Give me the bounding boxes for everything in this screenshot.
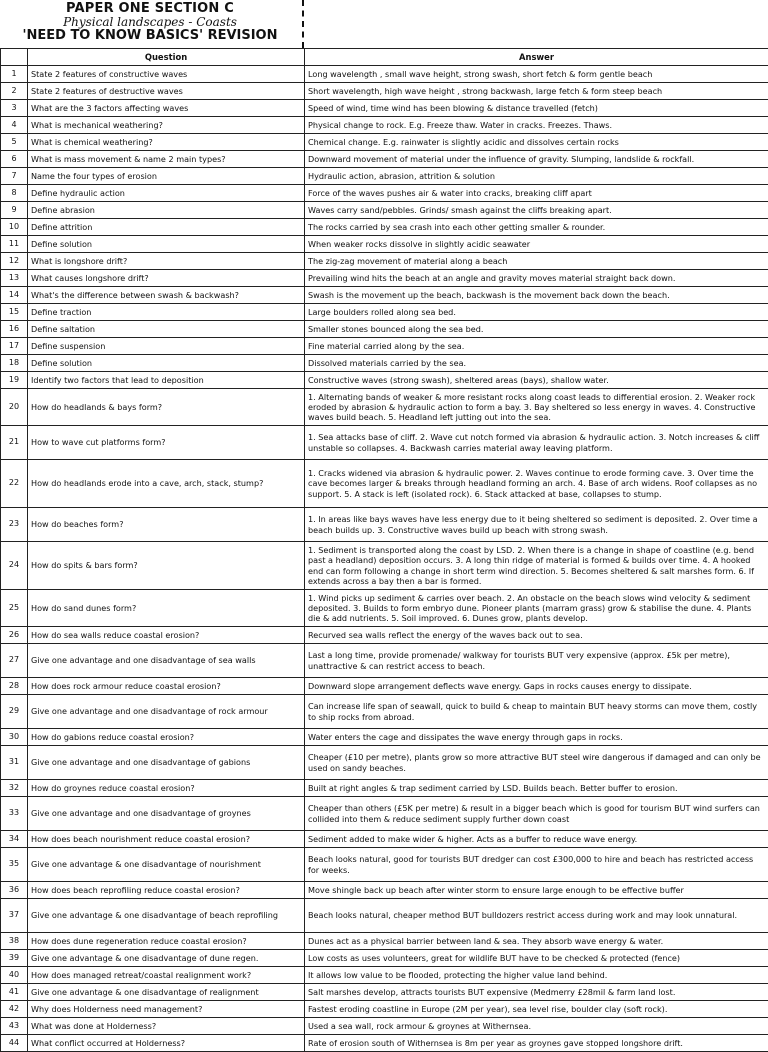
number-column-header [1, 49, 28, 66]
row-number: 15 [1, 304, 28, 321]
answer-cell: Fastest eroding coastline in Europe (2M per year), sea level rise, boulder clay (soft rock). [305, 1001, 768, 1018]
row-number: 3 [1, 100, 28, 117]
row-number: 9 [1, 202, 28, 219]
answer-cell: Force of the waves pushes air & water into cracks, breaking cliff apart [305, 185, 768, 202]
table-row [1, 678, 768, 695]
question-cell: What is mechanical weathering? [28, 117, 305, 134]
question-cell: What conflict occurred at Holderness? [28, 1035, 305, 1052]
table-row [1, 1018, 768, 1035]
answer-cell: Chemical change. E.g. rainwater is slightly acidic and dissolves certain rocks [305, 134, 768, 151]
row-number: 27 [1, 644, 28, 678]
row-number: 21 [1, 426, 28, 460]
answer-cell: Short wavelength, high wave height , strong backwash, large fetch & form steep beach [305, 83, 768, 100]
question-cell: Define attrition [28, 219, 305, 236]
row-number: 8 [1, 185, 28, 202]
table-row [1, 219, 768, 236]
answer-cell: Sediment added to make wider & higher. Acts as a buffer to reduce wave energy. [305, 831, 768, 848]
revision-heading: 'NEED TO KNOW BASICS' REVISION [0, 29, 300, 42]
table-row [1, 253, 768, 270]
table-row [1, 746, 768, 780]
question-cell: What's the difference between swash & backwash? [28, 287, 305, 304]
question-cell: Identify two factors that lead to deposition [28, 372, 305, 389]
question-cell: How do headlands erode into a cave, arch, stack, stump? [28, 460, 305, 508]
row-number: 7 [1, 168, 28, 185]
row-number: 20 [1, 389, 28, 426]
table-row [1, 695, 768, 729]
table-row [1, 372, 768, 389]
question-cell: How do gabions reduce coastal erosion? [28, 729, 305, 746]
row-number: 40 [1, 967, 28, 984]
answer-cell: When weaker rocks dissolve in slightly acidic seawater [305, 236, 768, 253]
table-row [1, 882, 768, 899]
question-cell: Define solution [28, 355, 305, 372]
answer-cell: Dunes act as a physical barrier between land & sea. They absorb wave energy & water. [305, 933, 768, 950]
answer-column-header: Answer [305, 49, 768, 66]
question-cell: Define solution [28, 236, 305, 253]
page-title: PAPER ONE SECTION C [0, 2, 300, 15]
question-cell: How to wave cut platforms form? [28, 426, 305, 460]
question-cell: How do sea walls reduce coastal erosion? [28, 627, 305, 644]
answer-cell: Swash is the movement up the beach, backwash is the movement back down the beach. [305, 287, 768, 304]
answer-cell: 1. Cracks widened via abrasion & hydraulic power. 2. Waves continue to erode forming cave. 3. Over time the cave becomes larger & breaks through headland forming an arch. 4. Base of arch widens. Roof collapses as no support. 5. A stack is left (isolated rock). 6. Stack attacked at base, collapses to stump. [305, 460, 768, 508]
table-row [1, 984, 768, 1001]
answer-cell: Cheaper (£10 per metre), plants grow so more attractive BUT steel wire dangerous if damaged and can only be used on sandy beaches. [305, 746, 768, 780]
table-header-row [1, 49, 768, 66]
table-row [1, 134, 768, 151]
answer-cell: Fine material carried along by the sea. [305, 338, 768, 355]
question-cell: How do groynes reduce coastal erosion? [28, 780, 305, 797]
row-number: 32 [1, 780, 28, 797]
table-row [1, 899, 768, 933]
answer-cell: 1. Sediment is transported along the coast by LSD. 2. When there is a change in shape of coastline (e.g. bend past a headland) deposition occurs. 3. A long thin ridge of material is formed & builds over time. 4. A hooked end can form following a change in short term wind direction. 5. Becomes sheltered & salt marshes form. 6. If extends across a bay then a bar is formed. [305, 542, 768, 590]
answer-cell: Recurved sea walls reflect the energy of the waves back out to sea. [305, 627, 768, 644]
question-cell: What are the 3 factors affecting waves [28, 100, 305, 117]
title-block [0, 2, 300, 42]
table-row [1, 590, 768, 627]
question-cell: What is chemical weathering? [28, 134, 305, 151]
question-cell: How does managed retreat/coastal realignment work? [28, 967, 305, 984]
row-number: 41 [1, 984, 28, 1001]
question-cell: How does beach nourishment reduce coastal erosion? [28, 831, 305, 848]
answer-cell: 1. Alternating bands of weaker & more resistant rocks along coast leads to differential erosion. 2. Weaker rock eroded by abrasion & hydraulic action to form a bay. 3. Bay sheltered so less energy in waves. 4. Constructive waves build beach. 5. Headland left jutting out into the sea. [305, 389, 768, 426]
question-cell: How do spits & bars form? [28, 542, 305, 590]
answer-cell: Move shingle back up beach after winter storm to ensure large enough to be effective buffer [305, 882, 768, 899]
table-row [1, 185, 768, 202]
answer-cell: Low costs as uses volunteers, great for wildlife BUT have to be checked & protected (fence) [305, 950, 768, 967]
question-cell: State 2 features of destructive waves [28, 83, 305, 100]
table-row [1, 151, 768, 168]
table-row [1, 83, 768, 100]
question-cell: Define saltation [28, 321, 305, 338]
revision-table [0, 48, 768, 1052]
question-cell: Give one advantage and one disadvantage of rock armour [28, 695, 305, 729]
question-cell: Define abrasion [28, 202, 305, 219]
answer-cell: Downward slope arrangement deflects wave energy. Gaps in rocks causes energy to dissipate. [305, 678, 768, 695]
table-row [1, 967, 768, 984]
table-row [1, 389, 768, 426]
row-number: 13 [1, 270, 28, 287]
table-row [1, 729, 768, 746]
answer-cell: Smaller stones bounced along the sea bed. [305, 321, 768, 338]
answer-cell: 1. Sea attacks base of cliff. 2. Wave cut notch formed via abrasion & hydraulic action. 3. Notch increases & cliff unstable so collapses. 4. Backwash carries material away leaving platform. [305, 426, 768, 460]
row-number: 4 [1, 117, 28, 134]
answer-cell: Large boulders rolled along sea bed. [305, 304, 768, 321]
row-number: 16 [1, 321, 28, 338]
question-cell: How does dune regeneration reduce coastal erosion? [28, 933, 305, 950]
table-row [1, 66, 768, 83]
row-number: 6 [1, 151, 28, 168]
answer-cell: Dissolved materials carried by the sea. [305, 355, 768, 372]
question-cell: What is mass movement & name 2 main types? [28, 151, 305, 168]
table-row [1, 797, 768, 831]
table-row [1, 644, 768, 678]
row-number: 22 [1, 460, 28, 508]
question-cell: How does beach reprofiling reduce coastal erosion? [28, 882, 305, 899]
row-number: 18 [1, 355, 28, 372]
table-row [1, 542, 768, 590]
question-cell: Give one advantage and one disadvantage of groynes [28, 797, 305, 831]
row-number: 2 [1, 83, 28, 100]
answer-cell: The zig-zag movement of material along a beach [305, 253, 768, 270]
question-cell: Define hydraulic action [28, 185, 305, 202]
question-cell: Give one advantage & one disadvantage of realignment [28, 984, 305, 1001]
row-number: 31 [1, 746, 28, 780]
row-number: 28 [1, 678, 28, 695]
table-row [1, 426, 768, 460]
answer-cell: Last a long time, provide promenade/ walkway for tourists BUT very expensive (approx. £5k per metre), unattractive & can restrict access to beach. [305, 644, 768, 678]
row-number: 26 [1, 627, 28, 644]
question-cell: How do headlands & bays form? [28, 389, 305, 426]
answer-cell: Salt marshes develop, attracts tourists BUT expensive (Medmerry £28mil & farm land lost. [305, 984, 768, 1001]
table-row [1, 933, 768, 950]
question-cell: What is longshore drift? [28, 253, 305, 270]
row-number: 17 [1, 338, 28, 355]
table-row [1, 236, 768, 253]
row-number: 34 [1, 831, 28, 848]
question-cell: How do beaches form? [28, 508, 305, 542]
table-row [1, 270, 768, 287]
question-column-header: Question [28, 49, 305, 66]
row-number: 43 [1, 1018, 28, 1035]
page-header [0, 0, 768, 48]
table-row [1, 338, 768, 355]
question-cell: Give one advantage and one disadvantage of gabions [28, 746, 305, 780]
answer-cell: 1. In areas like bays waves have less energy due to it being sheltered so sediment is deposited. 2. Over time a beach builds up. 3. Constructive waves build up beach with strong swash. [305, 508, 768, 542]
answer-cell: Waves carry sand/pebbles. Grinds/ smash against the cliffs breaking apart. [305, 202, 768, 219]
question-cell: Define suspension [28, 338, 305, 355]
row-number: 42 [1, 1001, 28, 1018]
table-row [1, 100, 768, 117]
row-number: 12 [1, 253, 28, 270]
question-cell: Give one advantage & one disadvantage of nourishment [28, 848, 305, 882]
dashed-divider [302, 0, 304, 48]
answer-cell: Beach looks natural, good for tourists BUT dredger can cost £300,000 to hire and beach has restricted access for weeks. [305, 848, 768, 882]
row-number: 23 [1, 508, 28, 542]
question-cell: How do sand dunes form? [28, 590, 305, 627]
table-row [1, 1035, 768, 1052]
answer-cell: The rocks carried by sea crash into each other getting smaller & rounder. [305, 219, 768, 236]
row-number: 30 [1, 729, 28, 746]
table-row [1, 950, 768, 967]
row-number: 11 [1, 236, 28, 253]
page-subtitle: Physical landscapes - Coasts [0, 16, 300, 28]
table-row [1, 627, 768, 644]
question-cell: Give one advantage & one disadvantage of beach reprofiling [28, 899, 305, 933]
table-row [1, 304, 768, 321]
question-cell: How does rock armour reduce coastal erosion? [28, 678, 305, 695]
row-number: 37 [1, 899, 28, 933]
answer-cell: Constructive waves (strong swash), sheltered areas (bays), shallow water. [305, 372, 768, 389]
answer-cell: Cheaper than others (£5K per metre) & result in a bigger beach which is good for tourism BUT wind surfers can collided into them & reduce sediment supply further down coast [305, 797, 768, 831]
row-number: 44 [1, 1035, 28, 1052]
answer-cell: Long wavelength , small wave height, strong swash, short fetch & form gentle beach [305, 66, 768, 83]
row-number: 36 [1, 882, 28, 899]
answer-cell: It allows low value to be flooded, protecting the higher value land behind. [305, 967, 768, 984]
question-cell: State 2 features of constructive waves [28, 66, 305, 83]
answer-cell: Prevailing wind hits the beach at an angle and gravity moves material straight back down. [305, 270, 768, 287]
row-number: 19 [1, 372, 28, 389]
row-number: 14 [1, 287, 28, 304]
answer-cell: Water enters the cage and dissipates the wave energy through gaps in rocks. [305, 729, 768, 746]
question-cell: Why does Holderness need management? [28, 1001, 305, 1018]
table-row [1, 168, 768, 185]
row-number: 35 [1, 848, 28, 882]
question-cell: What causes longshore drift? [28, 270, 305, 287]
answer-cell: Hydraulic action, abrasion, attrition & solution [305, 168, 768, 185]
answer-cell: Beach looks natural, cheaper method BUT bulldozers restrict access during work and may look unnatural. [305, 899, 768, 933]
table-row [1, 202, 768, 219]
row-number: 1 [1, 66, 28, 83]
row-number: 10 [1, 219, 28, 236]
table-row [1, 508, 768, 542]
row-number: 33 [1, 797, 28, 831]
answer-cell: Speed of wind, time wind has been blowing & distance travelled (fetch) [305, 100, 768, 117]
answer-cell: Used a sea wall, rock armour & groynes at Withernsea. [305, 1018, 768, 1035]
table-row [1, 460, 768, 508]
table-row [1, 1001, 768, 1018]
row-number: 5 [1, 134, 28, 151]
row-number: 38 [1, 933, 28, 950]
row-number: 25 [1, 590, 28, 627]
table-row [1, 848, 768, 882]
question-cell: Name the four types of erosion [28, 168, 305, 185]
answer-cell: 1. Wind picks up sediment & carries over beach. 2. An obstacle on the beach slows wind velocity & sediment deposited. 3. Builds to form embryo dune. Pioneer plants (marram grass) grow & stabilise the dune. 4. Plants die & add nutrients. 5. Soil improved. 6. Dunes grow, plants develop. [305, 590, 768, 627]
row-number: 39 [1, 950, 28, 967]
table-row [1, 321, 768, 338]
table-row [1, 831, 768, 848]
table-row [1, 355, 768, 372]
question-cell: Define traction [28, 304, 305, 321]
answer-cell: Downward movement of material under the influence of gravity. Slumping, landslide & rockfall. [305, 151, 768, 168]
row-number: 29 [1, 695, 28, 729]
row-number: 24 [1, 542, 28, 590]
answer-cell: Rate of erosion south of Withernsea is 8m per year as groynes gave stopped longshore drift. [305, 1035, 768, 1052]
question-cell: Give one advantage & one disadvantage of dune regen. [28, 950, 305, 967]
table-row [1, 287, 768, 304]
table-body [1, 66, 768, 1052]
table-row [1, 780, 768, 797]
answer-cell: Can increase life span of seawall, quick to build & cheap to maintain BUT heavy storms can move them, costly to ship rocks from abroad. [305, 695, 768, 729]
answer-cell: Physical change to rock. E.g. Freeze thaw. Water in cracks. Freezes. Thaws. [305, 117, 768, 134]
question-cell: What was done at Holderness? [28, 1018, 305, 1035]
question-cell: Give one advantage and one disadvantage of sea walls [28, 644, 305, 678]
table-row [1, 117, 768, 134]
answer-cell: Built at right angles & trap sediment carried by LSD. Builds beach. Better buffer to erosion. [305, 780, 768, 797]
